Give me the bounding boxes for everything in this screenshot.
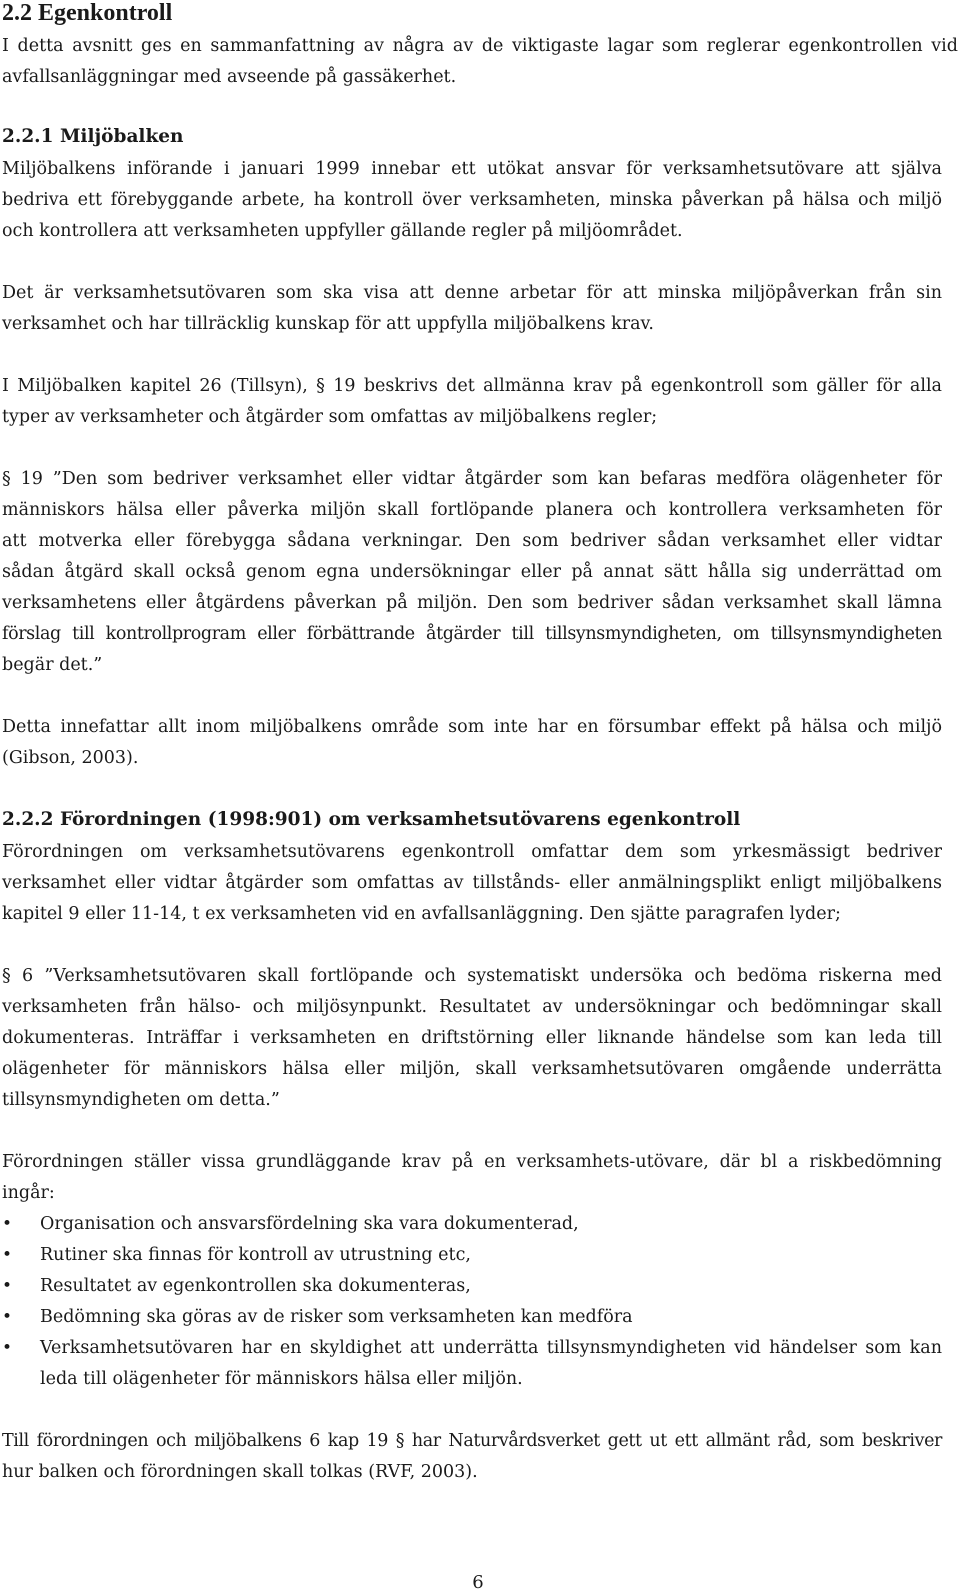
bullet-icon: • [2, 1307, 13, 1327]
section-heading-2-2: 2.2 Egenkontroll [2, 0, 173, 26]
list-item-text: Organisation och ansvarsfördelning ska vara dokumenterad, [40, 1214, 579, 1234]
quote-19-line-2: människors hälsa eller påverka miljön skall fortlöpande planera och kontrollera verksamheten för [2, 500, 942, 520]
miljobalken-p3-line-2: typer av verksamheter och åtgärder som omfattas av miljöbalkens regler; [2, 407, 658, 427]
miljobalken-p1-line-2: bedriva ett förebyggande arbete, ha kontroll över verksamheten, minska påverkan på hälsa och miljö [2, 190, 942, 210]
quote-6-line-4: olägenheter för människors hälsa eller miljön, skall verksamhetsutövaren omgående underrätta [2, 1059, 942, 1079]
forordningen-p3-line-1: Till förordningen och miljöbalkens 6 kap 19 § har Naturvårdsverket gett ut ett allmänt råd, som beskriver [2, 1431, 942, 1451]
list-item-text: Rutiner ska finnas för kontroll av utrustning etc, [40, 1245, 471, 1265]
miljobalken-p2-line-1: Det är verksamhetsutövaren som ska visa att denne arbetar för att minska miljöpåverkan från sin [2, 283, 942, 303]
bullet-icon: • [2, 1338, 13, 1358]
bullet-icon: • [2, 1214, 13, 1234]
intro-line-1: I detta avsnitt ges en sammanfattning av några av de viktigaste lagar som reglerar egenkontrollen vid [2, 36, 958, 56]
quote-19-line-6: förslag till kontrollprogram eller förbättrande åtgärder till tillsynsmyndigheten, om tillsynsmyndigheten [2, 624, 942, 644]
forordningen-p2-line-2: ingår: [2, 1183, 55, 1203]
miljobalken-p3-line-1: I Miljöbalken kapitel 26 (Tillsyn), § 19 beskrivs det allmänna krav på egenkontroll som gäller för alla [2, 376, 942, 396]
miljobalken-p4-line-1: Detta innefattar allt inom miljöbalkens område som inte har en försumbar effekt på hälsa och miljö [2, 717, 942, 737]
quote-19-line-4: sådan åtgärd skall också genom egna undersökningar eller på annat sätt hålla sig underrättad om [2, 562, 942, 582]
section-heading-2-2-2: 2.2.2 Förordningen (1998:901) om verksamhetsutövarens egenkontroll [2, 809, 741, 830]
forordningen-p3-line-2: hur balken och förordningen skall tolkas (RVF, 2003). [2, 1462, 478, 1482]
miljobalken-p2-line-2: verksamhet och har tillräcklig kunskap för att uppfylla miljöbalkens krav. [2, 314, 654, 334]
intro-line-2: avfallsanläggningar med avseende på gassäkerhet. [2, 67, 457, 87]
quote-6-line-3: dokumenteras. Inträffar i verksamheten en driftstörning eller liknande händelse som kan leda till [2, 1028, 942, 1048]
list-item-text: Bedömning ska göras av de risker som verksamheten kan medföra [40, 1307, 633, 1327]
miljobalken-p1-line-3: och kontrollera att verksamheten uppfyller gällande regler på miljöområdet. [2, 221, 683, 241]
quote-6-line-2: verksamheten från hälso- och miljösynpunkt. Resultatet av undersökningar och bedömningar skall [2, 997, 942, 1017]
forordningen-p1-line-1: Förordningen om verksamhetsutövarens egenkontroll omfattar dem som yrkesmässigt bedriver [2, 842, 942, 862]
section-heading-2-2-1: 2.2.1 Miljöbalken [2, 126, 184, 147]
quote-6-line-5: tillsynsmyndigheten om detta.” [2, 1090, 280, 1110]
quote-19-line-7: begär det.” [2, 655, 103, 675]
quote-19-line-1: § 19 ”Den som bedriver verksamhet eller vidtar åtgärder som kan befaras medföra olägenheter för [2, 469, 942, 489]
list-item-text: Resultatet av egenkontrollen ska dokumenteras, [40, 1276, 471, 1296]
forordningen-p1-line-3: kapitel 9 eller 11-14, t ex verksamheten vid en avfallsanläggning. Den sjätte paragrafen lyder; [2, 904, 841, 924]
quote-19-line-3: att motverka eller förebygga sådana verkningar. Den som bedriver sådan verksamhet eller vidtar [2, 531, 942, 551]
list-item-text-continued: leda till olägenheter för människors hälsa eller miljön. [40, 1369, 523, 1389]
bullet-icon: • [2, 1245, 13, 1265]
forordningen-p1-line-2: verksamhet eller vidtar åtgärder som omfattas av tillstånds- eller anmälningsplikt enligt miljöbalkens [2, 873, 942, 893]
quote-19-line-5: verksamhetens eller åtgärdens påverkan på miljön. Den som bedriver sådan verksamhet skall lämna [2, 593, 942, 613]
bullet-icon: • [2, 1276, 13, 1296]
list-item-text: Verksamhetsutövaren har en skyldighet att underrätta tillsynsmyndigheten vid händelser som kan [40, 1338, 942, 1358]
forordningen-p2-line-1: Förordningen ställer vissa grundläggande krav på en verksamhets-utövare, där bl a riskbedömning [2, 1152, 942, 1172]
page-number: 6 [472, 1572, 484, 1593]
miljobalken-p4-line-2: (Gibson, 2003). [2, 748, 139, 768]
miljobalken-p1-line-1: Miljöbalkens införande i januari 1999 innebar ett utökat ansvar för verksamhetsutövare att själva [2, 159, 942, 179]
quote-6-line-1: § 6 ”Verksamhetsutövaren skall fortlöpande och systematiskt undersöka och bedöma riskerna med [2, 966, 942, 986]
